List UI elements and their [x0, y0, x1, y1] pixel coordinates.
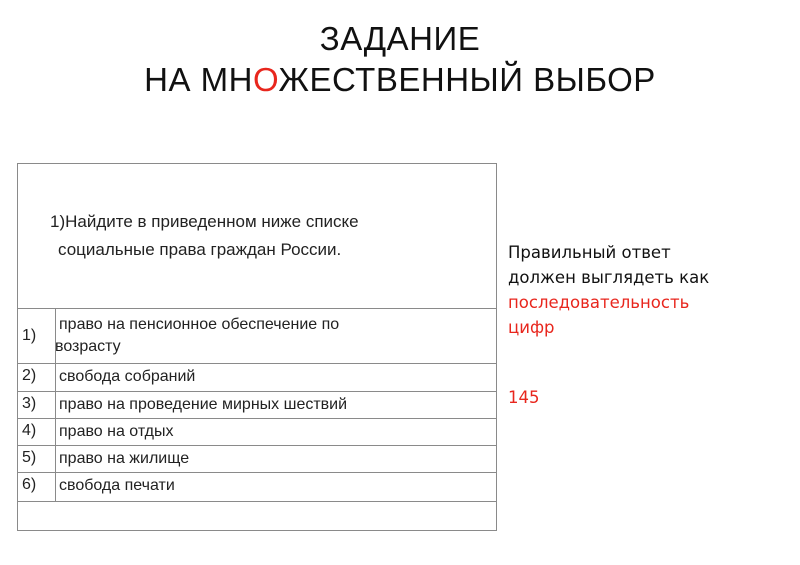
option-number: 4) — [22, 422, 37, 439]
title-line-2 — [0, 59, 800, 100]
option-row-5 — [18, 446, 496, 473]
title-line-2-start: НА МН — [144, 61, 254, 98]
question-text — [50, 208, 470, 264]
option-row-1 — [18, 309, 496, 364]
question-number: 1) — [50, 212, 66, 231]
option-row-3 — [18, 392, 496, 419]
option-number: 6) — [22, 476, 37, 493]
note-line-3: последовательность — [508, 293, 690, 312]
question-line-2: социальные права граждан России. — [58, 240, 342, 259]
answer-format-note — [508, 240, 793, 340]
slide-title — [0, 18, 800, 100]
option-text: право на проведение мирных шествий — [59, 396, 348, 413]
option-text — [55, 314, 459, 358]
option-number: 5) — [22, 449, 37, 466]
question-cell — [18, 164, 496, 309]
note-line-1: Правильный ответ — [508, 243, 671, 262]
option-row-4 — [18, 419, 496, 446]
option-text: свобода печати — [59, 477, 175, 494]
question-line-1: Найдите в приведенном ниже списке — [65, 212, 359, 231]
option-text-line-2: возрасту — [55, 338, 121, 355]
option-text: свобода собраний — [59, 368, 196, 385]
option-number: 1) — [22, 327, 37, 344]
title-line-2-end: ЖЕСТВЕННЫЙ ВЫБОР — [278, 61, 656, 98]
option-text: право на жилище — [59, 450, 190, 467]
option-number: 2) — [22, 367, 37, 384]
title-line-1: ЗАДАНИЕ — [319, 20, 481, 57]
task-table — [17, 163, 497, 531]
option-text: право на отдых — [59, 423, 174, 440]
option-text-line-1: право на пенсионное обеспечение по — [59, 316, 340, 333]
option-row-6 — [18, 473, 496, 502]
title-accent-letter: О — [253, 61, 279, 98]
correct-answer: 145 — [508, 388, 540, 407]
note-line-4: цифр — [508, 318, 555, 337]
note-line-2: должен выглядеть как — [508, 268, 710, 287]
option-number: 3) — [22, 395, 37, 412]
option-row-2 — [18, 364, 496, 392]
